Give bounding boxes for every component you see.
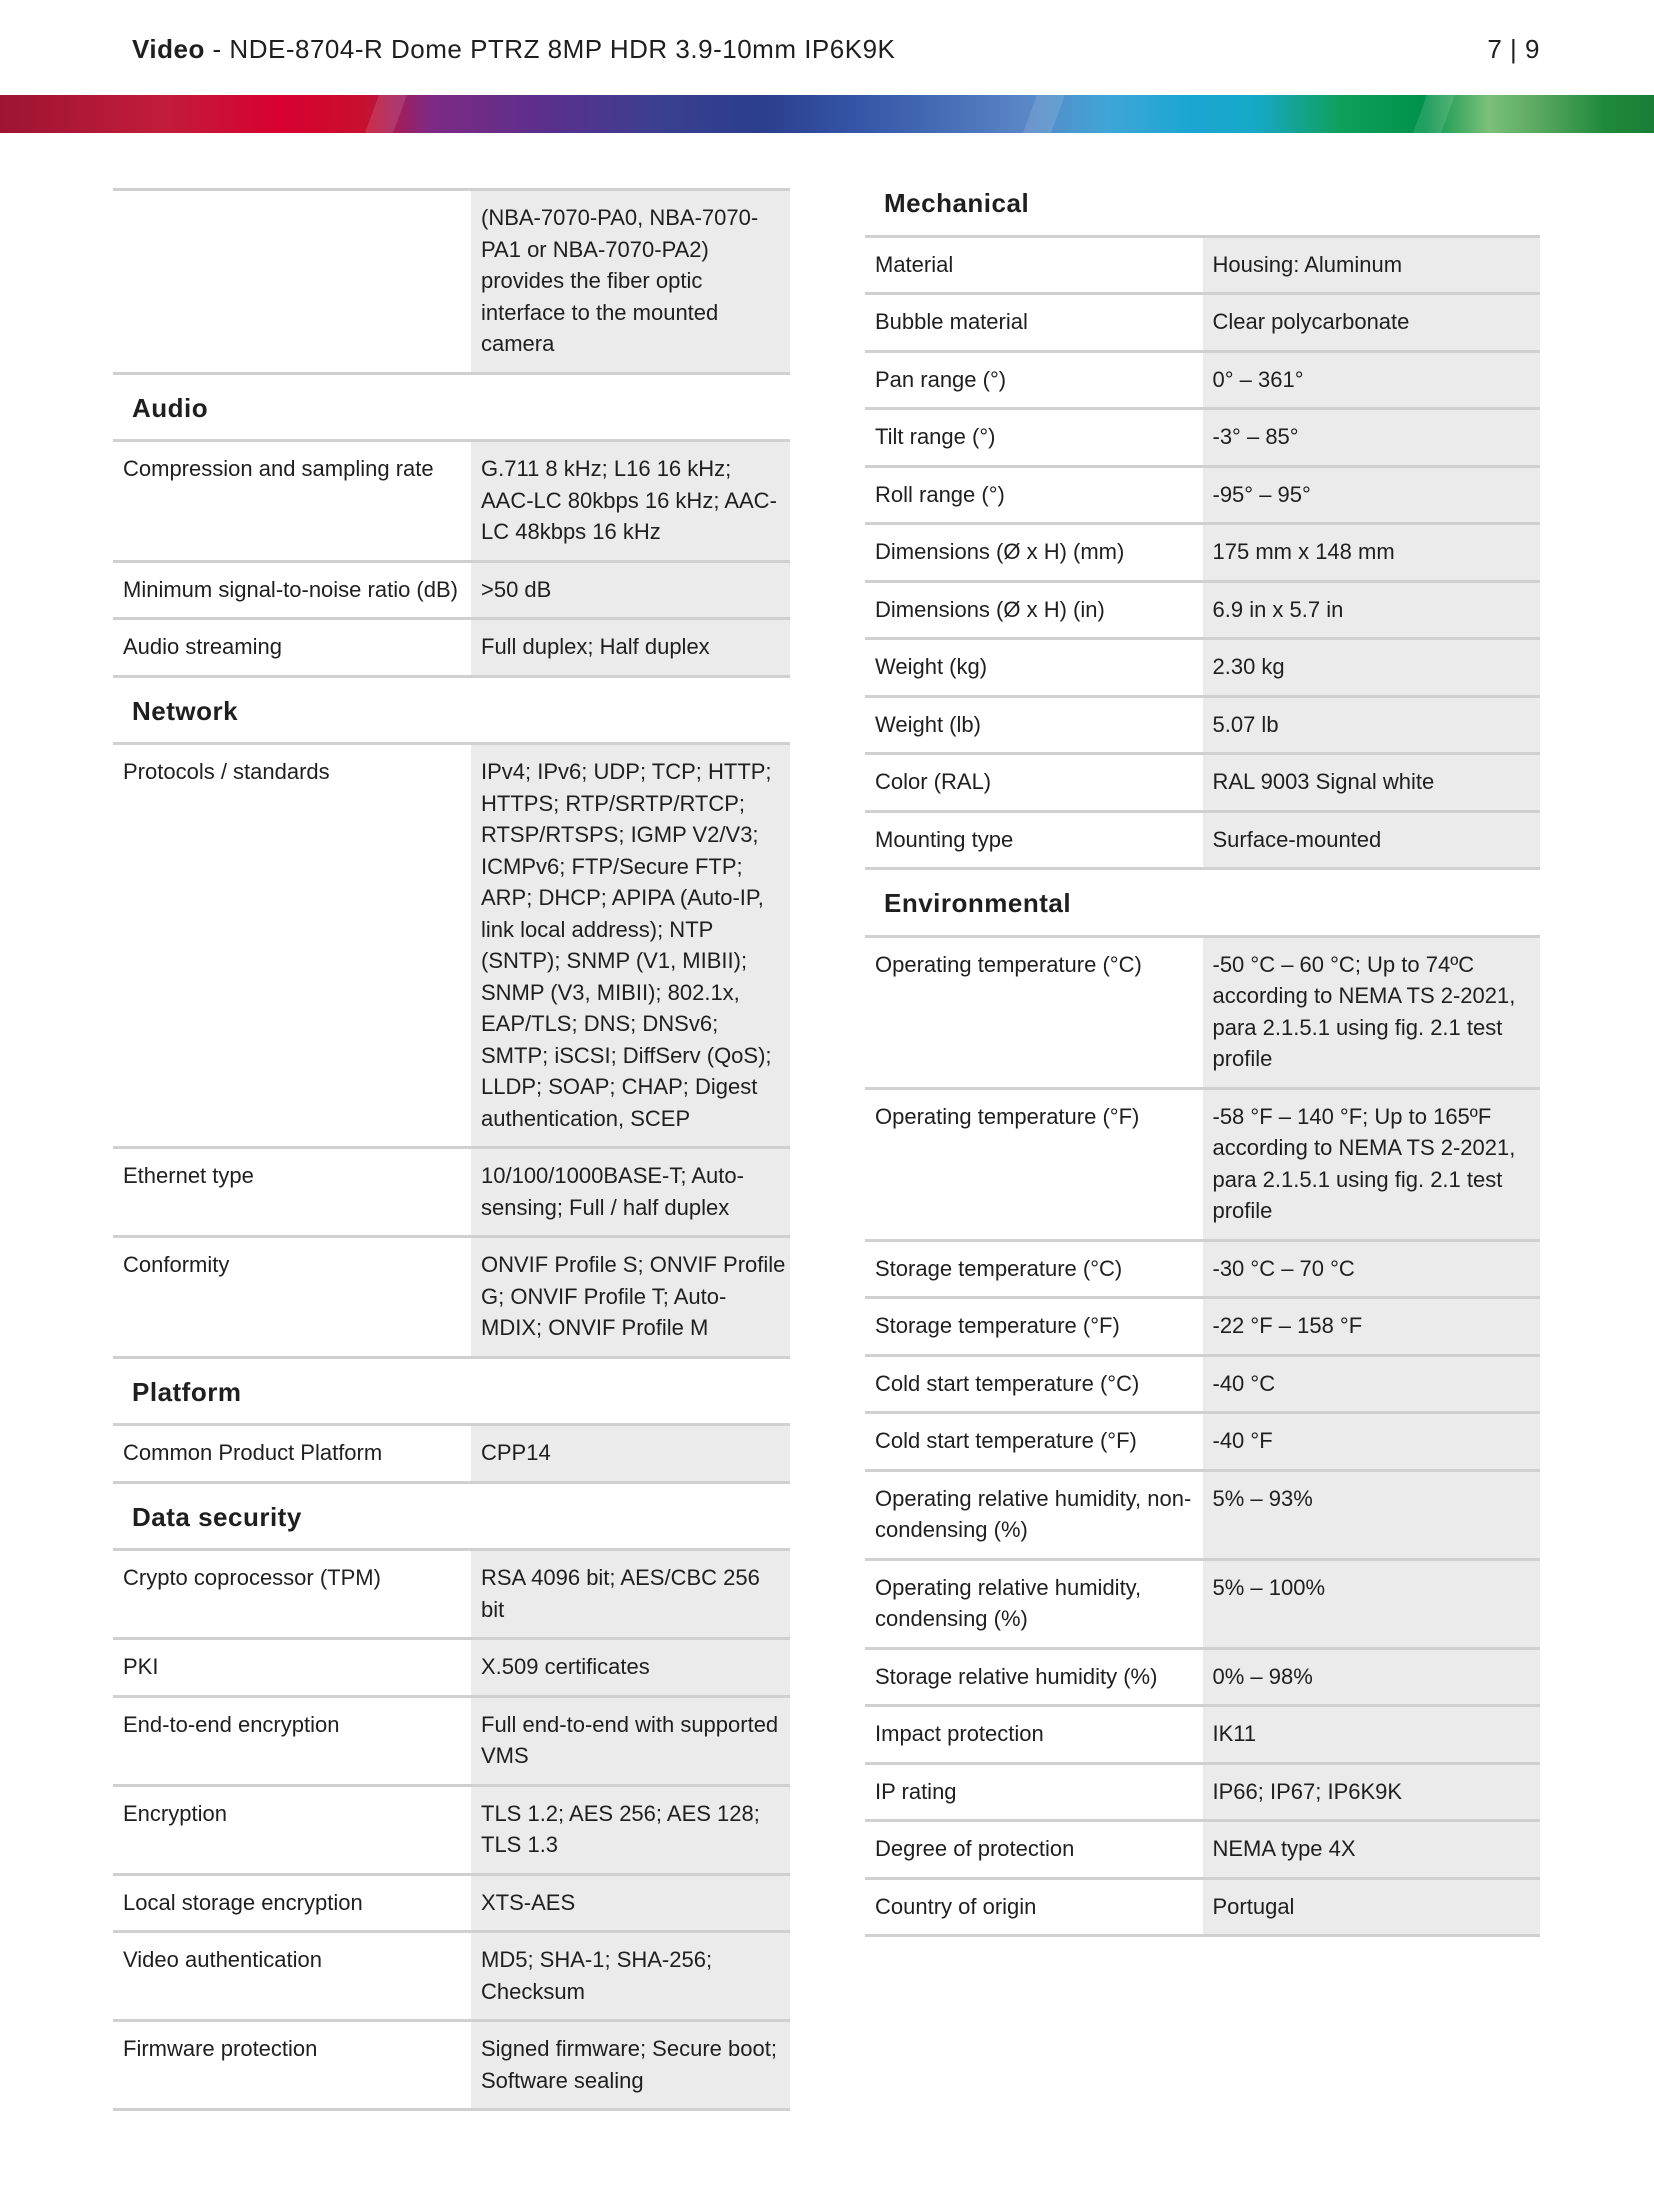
spec-label: Dimensions (Ø x H) (mm) bbox=[865, 524, 1203, 582]
spec-value: 5% – 100% bbox=[1203, 1559, 1541, 1648]
spec-label: Operating relative humidity, non-condensing (%) bbox=[865, 1470, 1203, 1559]
section-header-environmental bbox=[865, 869, 1540, 937]
spec-label: PKI bbox=[113, 1639, 471, 1697]
spec-value: (NBA-7070-PA0, NBA-7070-PA1 or NBA-7070-PA2) provides the fiber optic interface to the mounted camera bbox=[471, 190, 790, 374]
spec-label: Storage relative humidity (%) bbox=[865, 1648, 1203, 1706]
spec-value: TLS 1.2; AES 256; AES 128; TLS 1.3 bbox=[471, 1785, 790, 1874]
spec-row bbox=[865, 351, 1540, 409]
spec-value: XTS-AES bbox=[471, 1874, 790, 1932]
spec-row bbox=[865, 294, 1540, 352]
spec-value: -40 °F bbox=[1203, 1413, 1541, 1471]
spec-row bbox=[865, 1559, 1540, 1648]
spec-value: Full duplex; Half duplex bbox=[471, 619, 790, 677]
spec-row bbox=[865, 1763, 1540, 1821]
section-title: Network bbox=[113, 676, 790, 744]
spec-value: Portugal bbox=[1203, 1878, 1541, 1936]
section-title: Environmental bbox=[865, 869, 1540, 937]
spec-value: 0% – 98% bbox=[1203, 1648, 1541, 1706]
section-header-mechanical bbox=[865, 188, 1540, 236]
spec-value: -22 °F – 158 °F bbox=[1203, 1298, 1541, 1356]
spec-table-left bbox=[113, 188, 790, 2111]
spec-label: Operating temperature (°F) bbox=[865, 1088, 1203, 1240]
spec-row bbox=[865, 696, 1540, 754]
spec-value: 10/100/1000BASE-T; Auto-sensing; Full / half duplex bbox=[471, 1148, 790, 1237]
spec-row bbox=[113, 1148, 790, 1237]
spec-label: Compression and sampling rate bbox=[113, 441, 471, 562]
section-header-platform bbox=[113, 1357, 790, 1425]
spec-label: Tilt range (°) bbox=[865, 409, 1203, 467]
spec-value: Clear polycarbonate bbox=[1203, 294, 1541, 352]
spec-value: G.711 8 kHz; L16 16 kHz; AAC-LC 80kbps 16 kHz; AAC-LC 48kbps 16 kHz bbox=[471, 441, 790, 562]
spec-value: 5.07 lb bbox=[1203, 696, 1541, 754]
spec-label: Material bbox=[865, 236, 1203, 294]
spec-row bbox=[865, 639, 1540, 697]
spec-label: Impact protection bbox=[865, 1706, 1203, 1764]
section-header-audio bbox=[113, 373, 790, 441]
spec-value: 5% – 93% bbox=[1203, 1470, 1541, 1559]
spec-row bbox=[113, 561, 790, 619]
spec-value: -30 °C – 70 °C bbox=[1203, 1240, 1541, 1298]
spec-label: Storage temperature (°C) bbox=[865, 1240, 1203, 1298]
spec-label: Mounting type bbox=[865, 811, 1203, 869]
spec-label: Roll range (°) bbox=[865, 466, 1203, 524]
page-header bbox=[132, 34, 1540, 72]
spec-row bbox=[865, 1298, 1540, 1356]
spec-label: Conformity bbox=[113, 1237, 471, 1358]
spec-label: Cold start temperature (°C) bbox=[865, 1355, 1203, 1413]
spec-value: Full end-to-end with supported VMS bbox=[471, 1696, 790, 1785]
spec-row bbox=[113, 1550, 790, 1639]
spec-value: 175 mm x 148 mm bbox=[1203, 524, 1541, 582]
spec-label: Cold start temperature (°F) bbox=[865, 1413, 1203, 1471]
spec-row bbox=[865, 524, 1540, 582]
spec-value: -50 °C – 60 °C; Up to 74ºC according to NEMA TS 2-2021, para 2.1.5.1 using fig. 2.1 test profile bbox=[1203, 936, 1541, 1088]
spec-label: Audio streaming bbox=[113, 619, 471, 677]
spec-value: IP66; IP67; IP6K9K bbox=[1203, 1763, 1541, 1821]
spec-label: Weight (lb) bbox=[865, 696, 1203, 754]
spec-row bbox=[113, 1696, 790, 1785]
spec-row bbox=[113, 619, 790, 677]
spec-value: RAL 9003 Signal white bbox=[1203, 754, 1541, 812]
spec-value: NEMA type 4X bbox=[1203, 1821, 1541, 1879]
section-title: Audio bbox=[113, 373, 790, 441]
spec-label: Color (RAL) bbox=[865, 754, 1203, 812]
spec-value: IK11 bbox=[1203, 1706, 1541, 1764]
spec-row bbox=[865, 1648, 1540, 1706]
spec-label: Minimum signal-to-noise ratio (dB) bbox=[113, 561, 471, 619]
spec-table-right bbox=[865, 188, 1540, 1937]
section-title: Platform bbox=[113, 1357, 790, 1425]
spec-label: Pan range (°) bbox=[865, 351, 1203, 409]
spec-value: 6.9 in x 5.7 in bbox=[1203, 581, 1541, 639]
spec-label: Operating temperature (°C) bbox=[865, 936, 1203, 1088]
spec-row bbox=[113, 2021, 790, 2110]
spec-row bbox=[113, 1237, 790, 1358]
spec-row bbox=[113, 744, 790, 1148]
spec-value: -3° – 85° bbox=[1203, 409, 1541, 467]
spec-label: Ethernet type bbox=[113, 1148, 471, 1237]
spec-value: Housing: Aluminum bbox=[1203, 236, 1541, 294]
spec-label: Encryption bbox=[113, 1785, 471, 1874]
section-header-network bbox=[113, 676, 790, 744]
section-title: Data security bbox=[113, 1482, 790, 1550]
spec-label: Firmware protection bbox=[113, 2021, 471, 2110]
spec-value: ONVIF Profile S; ONVIF Profile G; ONVIF Profile T; Auto-MDIX; ONVIF Profile M bbox=[471, 1237, 790, 1358]
right-column bbox=[865, 188, 1540, 1937]
spec-row bbox=[865, 1821, 1540, 1879]
product-title: - NDE-8704-R Dome PTRZ 8MP HDR 3.9-10mm IP6K9K bbox=[204, 34, 896, 64]
left-column bbox=[113, 188, 790, 2111]
spec-row bbox=[113, 190, 790, 374]
spec-value: >50 dB bbox=[471, 561, 790, 619]
spec-label: Common Product Platform bbox=[113, 1425, 471, 1483]
section-header-data-security bbox=[113, 1482, 790, 1550]
spec-label: Degree of protection bbox=[865, 1821, 1203, 1879]
spec-value: MD5; SHA-1; SHA-256; Checksum bbox=[471, 1932, 790, 2021]
spec-row bbox=[113, 1785, 790, 1874]
spec-value: -40 °C bbox=[1203, 1355, 1541, 1413]
brand-color-band bbox=[0, 95, 1654, 133]
spec-value: X.509 certificates bbox=[471, 1639, 790, 1697]
spec-label: Bubble material bbox=[865, 294, 1203, 352]
spec-value: -95° – 95° bbox=[1203, 466, 1541, 524]
spec-row bbox=[113, 1874, 790, 1932]
spec-label: Video authentication bbox=[113, 1932, 471, 2021]
spec-value: 2.30 kg bbox=[1203, 639, 1541, 697]
spec-row bbox=[113, 441, 790, 562]
spec-row bbox=[865, 1355, 1540, 1413]
spec-value: Signed firmware; Secure boot; Software sealing bbox=[471, 2021, 790, 2110]
spec-row bbox=[865, 1706, 1540, 1764]
spec-label: Dimensions (Ø x H) (in) bbox=[865, 581, 1203, 639]
spec-row bbox=[865, 409, 1540, 467]
spec-label: Storage temperature (°F) bbox=[865, 1298, 1203, 1356]
spec-row bbox=[865, 1413, 1540, 1471]
spec-label bbox=[113, 190, 471, 374]
spec-row bbox=[865, 811, 1540, 869]
spec-label: Country of origin bbox=[865, 1878, 1203, 1936]
section-title: Mechanical bbox=[865, 188, 1540, 236]
spec-label: IP rating bbox=[865, 1763, 1203, 1821]
spec-row bbox=[865, 936, 1540, 1088]
spec-value: 0° – 361° bbox=[1203, 351, 1541, 409]
spec-value: Surface-mounted bbox=[1203, 811, 1541, 869]
spec-label: Protocols / standards bbox=[113, 744, 471, 1148]
spec-row bbox=[113, 1932, 790, 2021]
spec-row bbox=[113, 1639, 790, 1697]
spec-row bbox=[865, 1240, 1540, 1298]
spec-value: RSA 4096 bit; AES/CBC 256 bit bbox=[471, 1550, 790, 1639]
spec-value: -58 °F – 140 °F; Up to 165ºF according to NEMA TS 2-2021, para 2.1.5.1 using fig. 2.1 test profile bbox=[1203, 1088, 1541, 1240]
document-category: Video bbox=[132, 34, 205, 64]
spec-row bbox=[865, 1470, 1540, 1559]
spec-label: End-to-end encryption bbox=[113, 1696, 471, 1785]
spec-label: Crypto coprocessor (TPM) bbox=[113, 1550, 471, 1639]
spec-row bbox=[865, 1878, 1540, 1936]
spec-label: Local storage encryption bbox=[113, 1874, 471, 1932]
spec-row bbox=[865, 754, 1540, 812]
spec-row bbox=[113, 1425, 790, 1483]
spec-row bbox=[865, 236, 1540, 294]
spec-row bbox=[865, 1088, 1540, 1240]
spec-row bbox=[865, 466, 1540, 524]
spec-label: Weight (kg) bbox=[865, 639, 1203, 697]
spec-value: IPv4; IPv6; UDP; TCP; HTTP; HTTPS; RTP/SRTP/RTCP; RTSP/RTSPS; IGMP V2/V3; ICMPv6; FTP/Secure FTP; ARP; DHCP; APIPA (Auto-IP, link local address); NTP (SNTP); SNMP (V1, MIBII); SNMP (V3, MIBII); 802.1x, EAP/TLS; DNS; DNSv6; SMTP; iSCSI; DiffServ (QoS); LLDP; SOAP; CHAP; Digest authentication, SCEP bbox=[471, 744, 790, 1148]
spec-label: Operating relative humidity, condensing (%) bbox=[865, 1559, 1203, 1648]
page-number: 7 | 9 bbox=[1487, 34, 1540, 64]
spec-value: CPP14 bbox=[471, 1425, 790, 1483]
spec-row bbox=[865, 581, 1540, 639]
